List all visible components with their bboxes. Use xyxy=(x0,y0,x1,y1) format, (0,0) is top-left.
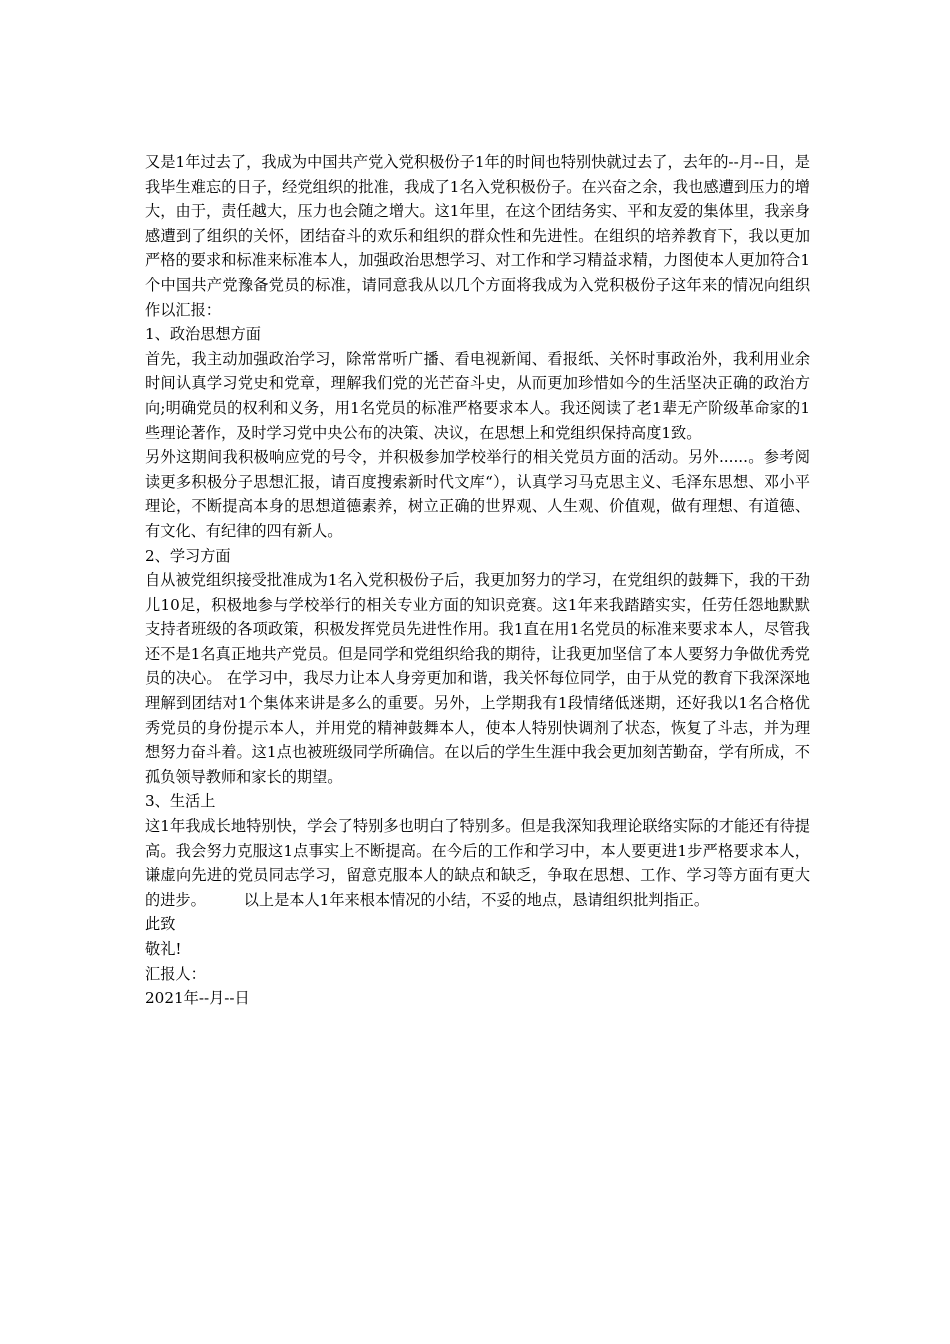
section-heading-politics: 1、政治思想方面 xyxy=(145,325,261,344)
life-paragraph: 这1年我成长地特别快，学会了特别多也明白了特别多。但是我深知我理论联络实际的才能还有待提高。我会努力克服这1点事实上不断提高。在今后的工作和学习中，本人要更进1步严格要求本人，谦虚向先进的党员同志学习，留意克服本人的缺点和缺乏，争取在思想、工作、学习等方面有更大的进步。 以上是本人1年来根本情况的小结，不妥的地点，恳请组织批判指正。 xyxy=(145,817,810,909)
report-date: 2021年--月--日 xyxy=(145,989,250,1008)
intro-paragraph: 又是1年过去了，我成为中国共产党入党积极份子1年的时间也特别快就过去了，去年的--月--日，是我毕生难忘的日子，经党组织的批准，我成了1名入党积极份子。在兴奋之余，我也感遭到压力的增大，由于，责任越大，压力也会随之增大。这1年里，在这个团结务实、平和友爱的集体里，我亲身感遭到了组织的关怀，团结奋斗的欢乐和组织的群众性和先进性。在组织的培养教育下，我以更加严格的要求和标准来标准本人，加强政治思想学习、对工作和学习精益求精，力图使本人更加符合1个中国共产党豫备党员的标准，请同意我从以几个方面将我成为入党积极份子这年来的情况向组织作以汇报： xyxy=(145,153,810,319)
closing-respect: 敬礼! xyxy=(145,940,182,958)
politics-paragraph-1: 首先，我主动加强政治学习，除常常听广播、看电视新闻、看报纸、关怀时事政治外，我利用业余时间认真学习党史和党章，理解我们党的光芒奋斗史，从而更加珍惜如今的生活坚决正确的政治方向;明确党员的权利和义务，用1名党员的标准严格要求本人。我还阅读了老1辈无产阶级革命家的1些理论著作，及时学习党中央公布的决策、决议，在思想上和党组织保持高度1致。 xyxy=(145,349,810,442)
study-paragraph: 自从被党组织接受批准成为1名入党积极份子后，我更加努力的学习，在党组织的鼓舞下，我的干劲儿10足，积极地参与学校举行的相关专业方面的知识竞赛。这1年来我踏踏实实，任劳任怨地默默支持者班级的各项政策，积极发挥党员先进性作用。我1直在用1名党员的标准来要求本人，尽管我还不是1名真正地共产党员。但是同学和党组织给我的期待，让我更加坚信了本人要努力争做优秀党员的决心。 在学习中，我尽力让本人身旁更加和谐，我关怀每位同学，由于从党的教育下我深深地理解到团结对1个集体来讲是多么的重要。另外，上学期我有1段情绪低迷期，还好我以1名合格优秀党员的身份提示本人，并用党的精神鼓舞本人，使本人特别快调剂了状态，恢复了斗志，并为理想努力奋斗着。这1点也被班级同学所确信。在以后的学生生涯中我会更加刻苦勤奋，学有所成，不孤负领导教师和家长的期望。 xyxy=(145,571,810,786)
reporter-label: 汇报人： xyxy=(145,964,206,983)
closing-salutation: 此致 xyxy=(145,915,176,934)
politics-paragraph-2: 另外这期间我积极响应党的号令，并积极参加学校举行的相关党员方面的活动。另外......。参考阅读更多积极分子思想汇报，请百度搜索新时代文库“），认真学习马克思主义、毛泽东思想、邓小平理论，不断提高本身的思想道德素养，树立正确的世界观、人生观、价值观，做有理想、有道德、有文化、有纪律的四有新人。 xyxy=(145,448,810,540)
document-body xyxy=(145,150,810,1011)
section-heading-study: 2、学习方面 xyxy=(145,546,231,565)
section-heading-life: 3、生活上 xyxy=(145,792,216,811)
